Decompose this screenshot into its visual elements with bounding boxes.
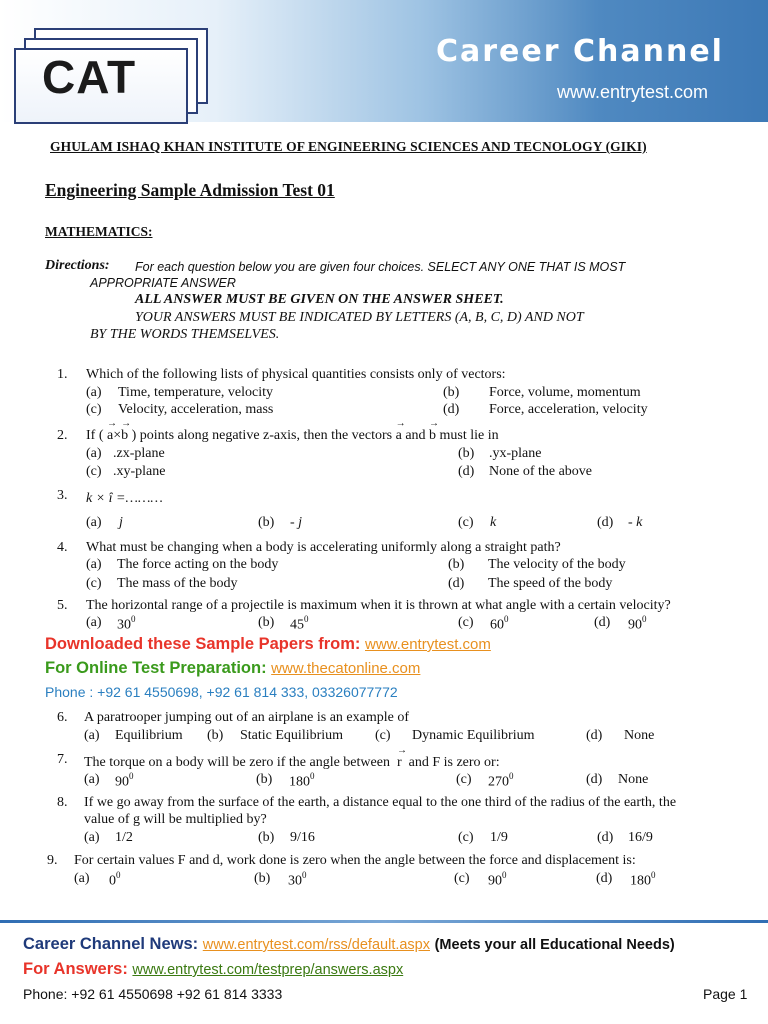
option-text: The velocity of the body — [488, 557, 626, 572]
option-label: (c) — [86, 576, 102, 591]
vector-r: → r — [397, 755, 402, 771]
question-number: 5. — [57, 598, 68, 613]
option-text: k — [490, 515, 497, 530]
footer-divider — [0, 920, 768, 923]
question-number: 3. — [57, 488, 68, 503]
option-text: .zx-plane — [113, 446, 165, 461]
option-text: $30^0$ — [117, 614, 136, 633]
option-label: (b) — [458, 446, 475, 461]
option-label: (c) — [458, 515, 474, 530]
question-number: 6. — [57, 710, 68, 725]
option-text: Dynamic Equilibrium — [412, 728, 535, 743]
option-label: (b) — [258, 830, 275, 845]
option-label: (d) — [448, 576, 465, 591]
vector-b: → b — [121, 428, 128, 444]
option-text: Velocity, acceleration, mass — [118, 402, 274, 417]
question-number: 8. — [57, 795, 68, 810]
option-label: (b) — [258, 615, 275, 630]
directions-line-2: APPROPRIATE ANSWER — [90, 276, 236, 290]
option-text: $180^0$ — [289, 771, 315, 790]
question-text: Which of the following lists of physical quantities consists only of vectors: — [86, 367, 506, 382]
question-expression: k × î =……… — [86, 491, 163, 506]
option-label: (d) — [594, 615, 611, 630]
option-text: Force, acceleration, velocity — [489, 402, 648, 417]
vector-a: → a — [107, 428, 113, 444]
question-number: 1. — [57, 367, 68, 382]
promo-downloaded-link[interactable]: www.entrytest.com — [365, 636, 491, 653]
question-text: If we go away from the surface of the earth, a distance equal to the one third of the radius of the earth, the — [84, 795, 677, 810]
option-label: (a) — [86, 557, 102, 572]
promo-downloaded — [45, 635, 491, 654]
question-text: If ( → a×→ b ) points along negative z-axis, then the vectors → a and → b must lie in — [86, 428, 499, 444]
option-text: - j — [290, 515, 303, 530]
option-text: 1/2 — [115, 830, 133, 845]
option-text: - k — [628, 515, 643, 530]
option-label: (c) — [458, 615, 474, 630]
option-text: The speed of the body — [488, 576, 613, 591]
option-text: 16/9 — [628, 830, 653, 845]
section-heading: MATHEMATICS: — [45, 224, 153, 239]
option-text: $180^0$ — [630, 870, 656, 889]
option-label: (c) — [454, 871, 470, 886]
option-text: $90^0$ — [115, 771, 134, 790]
option-label: (d) — [586, 772, 603, 787]
option-label: (a) — [84, 728, 100, 743]
directions-label: Directions: — [45, 258, 110, 273]
footer-phone-numbers: +92 61 4550698 +92 61 814 3333 — [71, 986, 283, 1002]
brand-url-link[interactable]: www.entrytest.com — [557, 82, 709, 102]
option-label: (c) — [456, 772, 472, 787]
footer-answers-label: For Answers: — [23, 960, 128, 978]
option-label: (d) — [586, 728, 603, 743]
brand-title: Career Channel — [436, 34, 724, 69]
option-text: .yx-plane — [489, 446, 542, 461]
question-text: What must be changing when a body is accelerating uniformly along a straight path? — [86, 540, 561, 555]
option-text: $45^0$ — [290, 614, 309, 633]
vector-b: → b — [429, 428, 436, 444]
option-label: (c) — [458, 830, 474, 845]
vector-a: → a — [396, 428, 402, 444]
footer-answers-link[interactable]: www.entrytest.com/testprep/answers.aspx — [132, 962, 404, 978]
question-number: 4. — [57, 540, 68, 555]
option-text: .xy-plane — [113, 464, 166, 479]
option-text: $30^0$ — [288, 870, 307, 889]
option-text: Static Equilibrium — [240, 728, 344, 743]
question-number: 2. — [57, 428, 68, 443]
question-text-continued: value of g will be multiplied by? — [84, 812, 267, 827]
option-text: The force acting on the body — [117, 557, 279, 572]
page-number: Page 1 — [703, 986, 748, 1002]
option-text: 1/9 — [490, 830, 508, 845]
promo-phone: Phone : +92 61 4550698, +92 61 814 333, 03326077772 — [45, 684, 398, 700]
option-text: The mass of the body — [117, 576, 238, 591]
promo-online — [45, 659, 420, 678]
option-label: (b) — [443, 385, 460, 400]
institute-name: GHULAM ISHAQ KHAN INSTITUTE OF ENGINEERING SCIENCES AND TECNOLOGY (GIKI) — [50, 139, 647, 154]
option-label: (a) — [74, 871, 90, 886]
option-label: (b) — [258, 515, 275, 530]
footer-news-link[interactable]: www.entrytest.com/rss/default.aspx — [202, 937, 430, 953]
option-label: (a) — [84, 772, 100, 787]
option-text: $0^0$ — [109, 870, 121, 889]
option-label: (a) — [84, 830, 100, 845]
footer-news — [23, 935, 675, 954]
option-text: Time, temperature, velocity — [118, 385, 273, 400]
option-text: j — [119, 515, 123, 530]
option-label: (c) — [86, 402, 102, 417]
option-label: (a) — [86, 446, 102, 461]
option-label: (d) — [597, 515, 614, 530]
question-number: 7. — [57, 752, 68, 767]
footer-answers — [23, 960, 403, 979]
footer-phone — [23, 986, 282, 1002]
footer-phone-label: Phone: — [23, 986, 68, 1002]
option-text: $270^0$ — [488, 771, 514, 790]
option-label: (b) — [256, 772, 273, 787]
option-label: (d) — [443, 402, 460, 417]
directions-line-4: YOUR ANSWERS MUST BE INDICATED BY LETTERS (A, B, C, D) AND NOT — [135, 310, 584, 325]
promo-downloaded-label: Downloaded these Sample Papers from: — [45, 635, 361, 653]
test-title: Engineering Sample Admission Test 01 — [45, 180, 335, 200]
directions-line-5: BY THE WORDS THEMSELVES. — [90, 327, 280, 342]
question-number: 9. — [47, 853, 58, 868]
directions-line-3: ALL ANSWER MUST BE GIVEN ON THE ANSWER SHEET. — [135, 292, 504, 307]
option-label: (a) — [86, 515, 102, 530]
promo-online-link[interactable]: www.thecatonline.com — [271, 660, 421, 677]
option-text: Equilibrium — [115, 728, 183, 743]
option-label: (a) — [86, 615, 102, 630]
option-text: 9/16 — [290, 830, 315, 845]
option-label: (a) — [86, 385, 102, 400]
option-text: None of the above — [489, 464, 593, 479]
option-text: Force, volume, momentum — [489, 385, 641, 400]
option-text: $90^0$ — [628, 614, 647, 633]
option-label: (c) — [375, 728, 391, 743]
option-text: $60^0$ — [490, 614, 509, 633]
option-label: (b) — [448, 557, 465, 572]
option-text: None — [624, 728, 655, 743]
option-text: None — [618, 772, 649, 787]
promo-online-label: For Online Test Preparation: — [45, 659, 267, 677]
question-text: The torque on a body will be zero if the angle between → r and F is zero or: — [84, 755, 500, 771]
option-label: (b) — [207, 728, 224, 743]
option-text: $90^0$ — [488, 870, 507, 889]
footer-news-label: Career Channel News: — [23, 935, 199, 953]
footer-news-note: (Meets your all Educational Needs) — [434, 937, 675, 953]
directions-line-1: For each question below you are given four choices. SELECT ANY ONE THAT IS MOST — [135, 260, 626, 274]
option-label: (c) — [86, 464, 102, 479]
option-label: (b) — [254, 871, 271, 886]
option-label: (d) — [458, 464, 475, 479]
cat-logo: CAT — [42, 51, 137, 103]
option-label: (d) — [597, 830, 614, 845]
question-text: The horizontal range of a projectile is maximum when it is thrown at what angle with a certain velocity? — [86, 598, 671, 613]
question-text: A paratrooper jumping out of an airplane is an example of — [84, 710, 410, 725]
question-text: For certain values F and d, work done is zero when the angle between the force and displacement is: — [74, 853, 636, 868]
option-label: (d) — [596, 871, 613, 886]
